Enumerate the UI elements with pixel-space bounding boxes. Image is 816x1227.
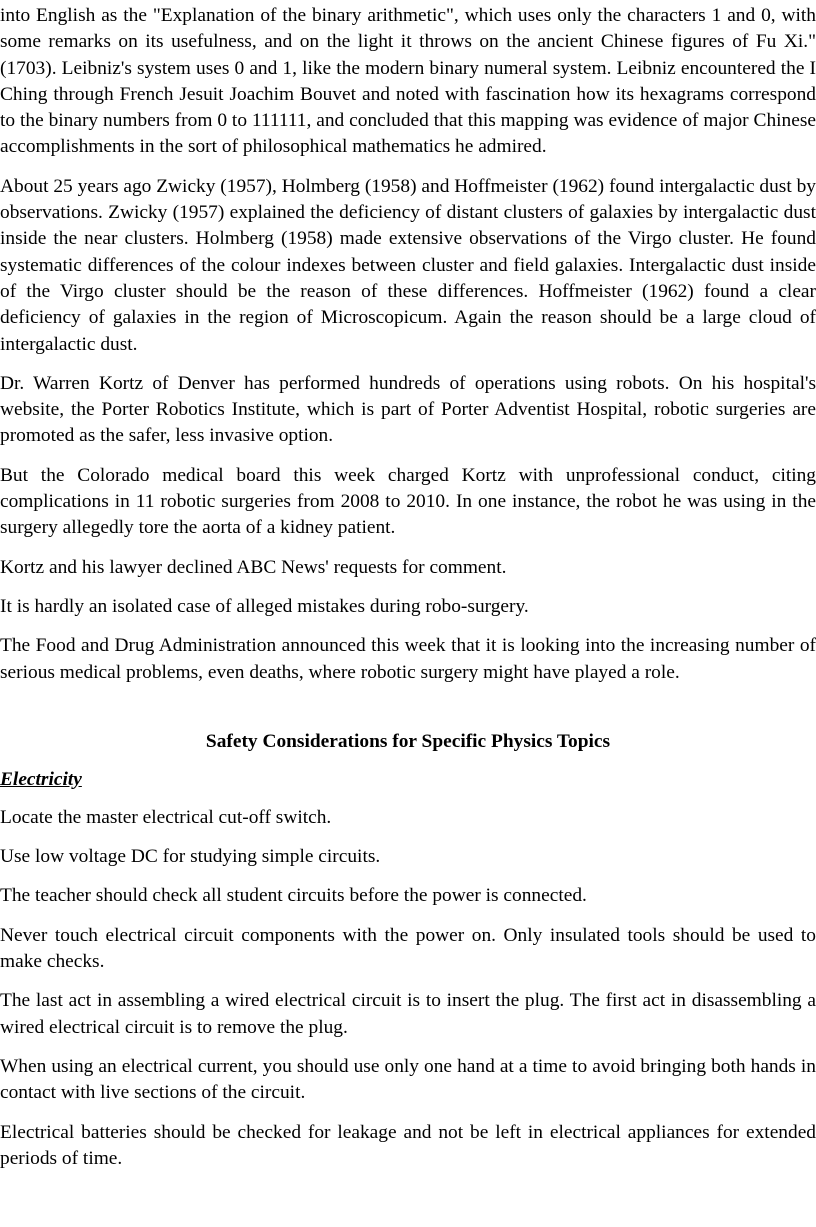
- paragraph-fda: The Food and Drug Administration announced this week that it is looking into the increasing number of serious medical problems, even deaths, where robotic surgery might have played a role.: [0, 635, 816, 683]
- paragraph-isolated-case: It is hardly an isolated case of alleged mistakes during robo-surgery.: [0, 595, 529, 617]
- paragraph-intergalactic-dust: About 25 years ago Zwicky (1957), Holmberg (1958) and Hoffmeister (1962) found intergalactic dust by observations. Zwicky (1957) explained the deficiency of distant clusters of galaxies by intergalactic dust inside the near clusters. Holmberg (1958) made extensive observations of the Virgo cluster. He found systematic differences of the colour indexes between cluster and field galaxies. Intergalactic dust inside of the Virgo cluster should be the reason of these differences. Hoffmeister (1962) found a clear deficiency of galaxies in the region of Microscopicum. Again the reason should be a large cloud of intergalactic dust.: [0, 175, 816, 355]
- list-item: The teacher should check all student circuits before the power is connected.: [0, 885, 587, 907]
- list-item: Electrical batteries should be checked for leakage and not be left in electrical appliances for extended periods of time.: [0, 1121, 816, 1169]
- list-item: Use low voltage DC for studying simple circuits.: [0, 846, 381, 868]
- section-title: Safety Considerations for Specific Physics Topics: [205, 730, 611, 752]
- subheading-electricity: Electricity: [0, 768, 82, 790]
- list-item: Locate the master electrical cut-off switch.: [0, 806, 332, 828]
- paragraph-declined-comment: Kortz and his lawyer declined ABC News' requests for comment.: [0, 556, 507, 578]
- list-item: Never touch electrical circuit components with the power on. Only insulated tools should be used to make checks.: [0, 924, 816, 973]
- paragraph-leibniz: into English as the "Explanation of the binary arithmetic", which uses only the characters 1 and 0, with some remarks on its usefulness, and on the light it throws on the ancient Chinese figures of Fu Xi." (1703). Leibniz's system uses 0 and 1, like the modern binary numeral system. Leibniz encountered the I Ching through French Jesuit Joachim Bouvet and noted with fascination how its hexagrams correspond to the binary numbers from 0 to 111111, and concluded that this mapping was evidence of major Chinese accomplishments in the sort of philosophical mathematics he admired.: [0, 5, 816, 158]
- list-item: The last act in assembling a wired electrical circuit is to insert the plug. The first act in disassembling a wired electrical circuit is to remove the plug.: [0, 990, 816, 1038]
- list-item: When using an electrical current, you should use only one hand at a time to avoid bringing both hands in contact with live sections of the circuit.: [0, 1055, 816, 1104]
- paragraph-kortz-robots: Dr. Warren Kortz of Denver has performed hundreds of operations using robots. On his hospital's website, the Porter Robotics Institute, which is part of Porter Adventist Hospital, robotic surgeries are promoted as the safer, less invasive option.: [0, 372, 816, 447]
- document-page: [0, 3, 816, 1185]
- paragraph-medical-board: But the Colorado medical board this week charged Kortz with unprofessional conduct, citing complications in 11 robotic surgeries from 2008 to 2010. In one instance, the robot he was using in the surgery allegedly tore the aorta of a kidney patient.: [0, 464, 816, 539]
